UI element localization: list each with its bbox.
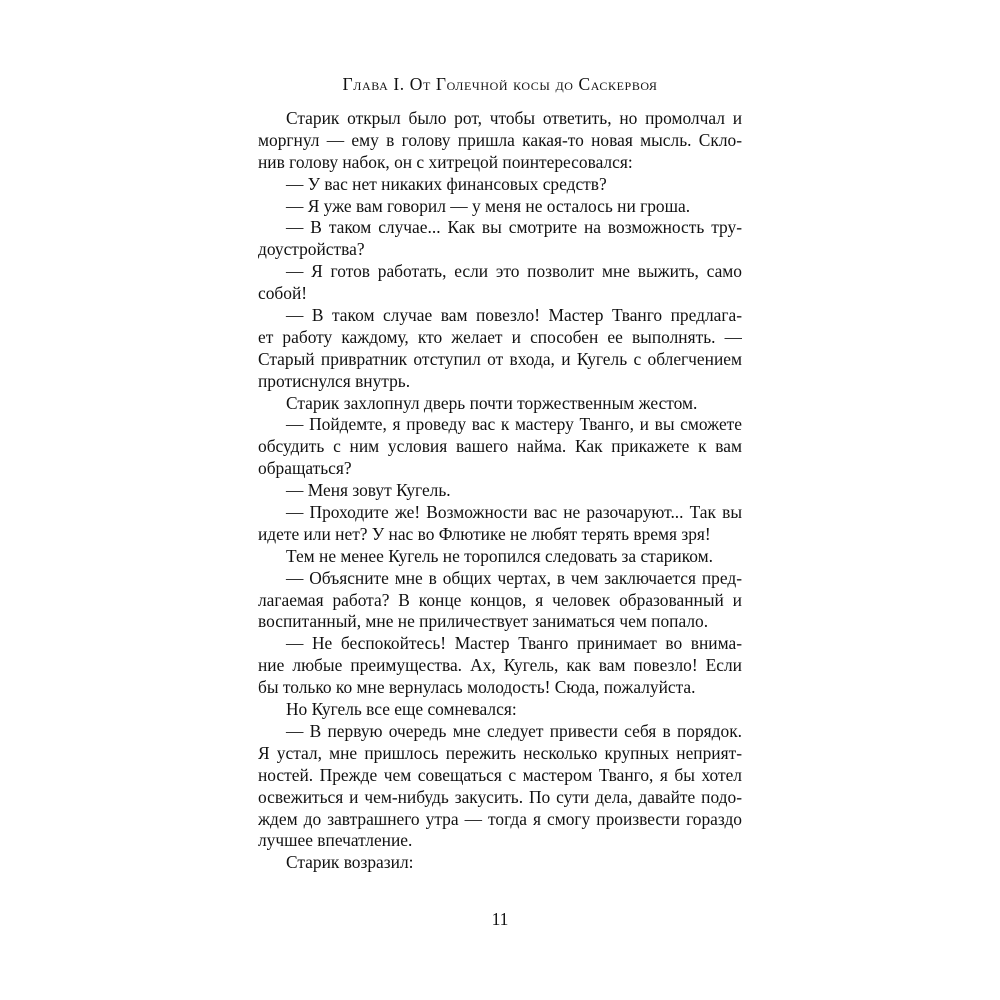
- text-line: — В первую очередь мне следует привести себя в порядок.: [286, 720, 742, 741]
- text-line: — Пойдемте, я проведу вас к мастеру Тванго, и вы сможете: [286, 414, 742, 435]
- text-line: ние любые преимущества. Ах, Кугель, как вам повезло! Если: [258, 655, 742, 676]
- text-line: ностей. Прежде чем совещаться с мастером Тванго, я бы хотел: [258, 764, 742, 785]
- text-line: ждем до завтрашнего утра — тогда я смогу произвести гораздо: [258, 808, 742, 829]
- text-line: — Я уже вам говорил — у меня не осталось ни гроша.: [286, 195, 691, 216]
- text-line: доустройства?: [258, 239, 365, 260]
- text-line: воспитанный, мне не приличествует заниматься чем попало.: [258, 611, 709, 632]
- page-number: 11: [491, 909, 509, 929]
- text-line: освежиться и чем-нибудь закусить. По сути дела, давайте подо-: [258, 786, 742, 807]
- text-line: Я устал, мне пришлось пережить несколько крупных неприят-: [258, 742, 742, 763]
- text-line: бы только ко мне вернулась молодость! Сюда, пожалуйста.: [258, 677, 696, 698]
- text-line: нив голову набок, он с хитрецой поинтересовался:: [258, 151, 633, 172]
- text-line: Но Кугель все еще сомневался:: [286, 699, 517, 720]
- text-line: Старик открыл было рот, чтобы ответить, но промолчал и: [286, 108, 742, 128]
- text-line: Тем не менее Кугель не торопился следовать за стариком.: [286, 545, 714, 566]
- text-line: — В таком случае вам повезло! Мастер Тванго предлага-: [286, 305, 742, 326]
- text-line: собой!: [258, 283, 308, 304]
- text-line: протиснулся внутрь.: [258, 370, 411, 391]
- running-head: Глава I. От Голечной косы до Саскервоя: [342, 74, 658, 94]
- body-text: [258, 108, 742, 874]
- text-line: Старик возразил:: [286, 852, 414, 873]
- text-line: лагаемая работа? В конце концов, я человек образованный и: [258, 589, 742, 610]
- text-line: Старик захлопнул дверь почти торжественным жестом.: [286, 392, 698, 413]
- text-line: — Меня зовут Кугель.: [286, 480, 451, 501]
- text-line: моргнул — ему в голову пришла какая-то новая мысль. Скло-: [258, 129, 742, 150]
- book-page: [258, 0, 742, 1000]
- text-line: идете или нет? У нас во Флютике не любят терять время зря!: [258, 523, 711, 544]
- text-line: — Не беспокойтесь! Мастер Тванго принимает во внима-: [286, 633, 742, 654]
- text-line: лучшее впечатление.: [258, 830, 413, 851]
- text-line: — Объясните мне в общих чертах, в чем заключается пред-: [286, 567, 742, 588]
- text-line: — Я готов работать, если это позволит мне выжить, само: [286, 261, 742, 282]
- text-line: — Проходите же! Возможности вас не разочаруют... Так вы: [286, 502, 742, 523]
- text-line: обращаться?: [258, 458, 352, 479]
- text-line: Старый привратник отступил от входа, и Кугель с облегчением: [258, 348, 742, 369]
- text-line: — У вас нет никаких финансовых средств?: [286, 173, 607, 194]
- text-line: обсудить с ним условия вашего найма. Как прикажете к вам: [258, 436, 742, 457]
- text-line: — В таком случае... Как вы смотрите на возможность тру-: [286, 217, 742, 238]
- text-line: ет работу каждому, кто желает и способен ее выполнять. —: [258, 326, 742, 347]
